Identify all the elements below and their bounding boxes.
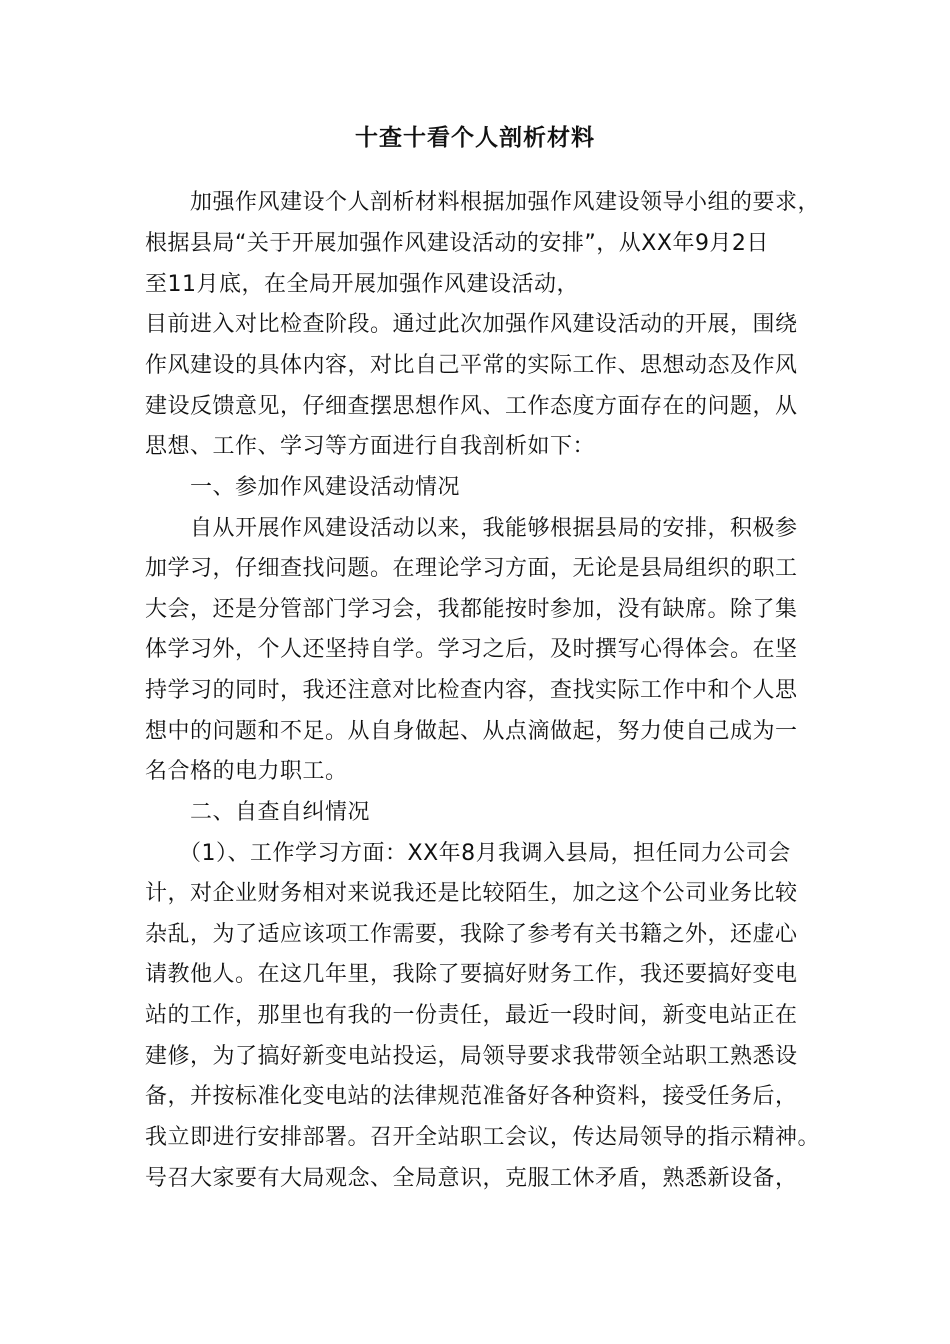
paragraph-line: 大会，还是分管部门学习会，我都能按时参加，没有缺席。除了集 (145, 597, 798, 622)
document-title: 十查十看个人剖析材料 (355, 125, 595, 151)
paragraph-line: 作风建设的具体内容，对比自己平常的实际工作、思想动态及作风 (145, 353, 798, 378)
paragraph-line: 持学习的同时，我还注意对比检查内容，查找实际工作中和个人思 (145, 678, 798, 703)
paragraph-line: 站的工作，那里也有我的一份责任，最近一段时间，新变电站正在 (145, 1003, 798, 1028)
paragraph-line: 名合格的电力职工。 (145, 759, 348, 784)
paragraph-line: 我立即进行安排部署。召开全站职工会议，传达局领导的指示精神。 (145, 1125, 821, 1150)
paragraph-line: （1）、工作学习方面：XX年8月我调入县局，担任同力公司会 (145, 841, 791, 866)
paragraph-line: 号召大家要有大局观念、全局意识，克服工休矛盾，熟悉新设备， (145, 1166, 798, 1191)
paragraph-line: 建设反馈意见，仔细查摆思想作风、工作态度方面存在的问题，从 (145, 394, 798, 419)
paragraph-line: 加学习，仔细查找问题。在理论学习方面，无论是县局组织的职工 (145, 556, 798, 581)
paragraph-line: 体学习外，个人还坚持自学。学习之后，及时撰写心得体会。在坚 (145, 637, 798, 662)
paragraph-line: 备，并按标准化变电站的法律规范准备好各种资料，接受任务后， (145, 1084, 798, 1109)
paragraph-line: 请教他人。在这几年里，我除了要搞好财务工作，我还要搞好变电 (145, 962, 798, 987)
paragraph-line: 目前进入对比检查阶段。通过此次加强作风建设活动的开展，围绕 (145, 312, 798, 337)
paragraph-line: 根据县局“关于开展加强作风建设活动的安排”，从XX年9月2日 (145, 231, 769, 256)
section-heading: 一、参加作风建设活动情况 (145, 475, 461, 500)
paragraph-line: 计，对企业财务相对来说我还是比较陌生，加之这个公司业务比较 (145, 881, 798, 906)
paragraph-line: 建修，为了搞好新变电站投运，局领导要求我带领全站职工熟悉设 (145, 1044, 798, 1069)
paragraph-line: 想中的问题和不足。从自身做起、从点滴做起，努力使自己成为一 (145, 719, 798, 744)
section-heading: 二、自查自纠情况 (145, 800, 371, 825)
paragraph-line: 自从开展作风建设活动以来，我能够根据县局的安排，积极参 (145, 516, 798, 541)
paragraph-line: 思想、工作、学习等方面进行自我剖析如下： (145, 434, 596, 459)
paragraph-line: 加强作风建设个人剖析材料根据加强作风建设领导小组的要求， (145, 190, 821, 215)
paragraph-line: 杂乱，为了适应该项工作需要，我除了参考有关书籍之外，还虚心 (145, 922, 798, 947)
paragraph-line: 至11月底，在全局开展加强作风建设活动， (145, 272, 579, 297)
